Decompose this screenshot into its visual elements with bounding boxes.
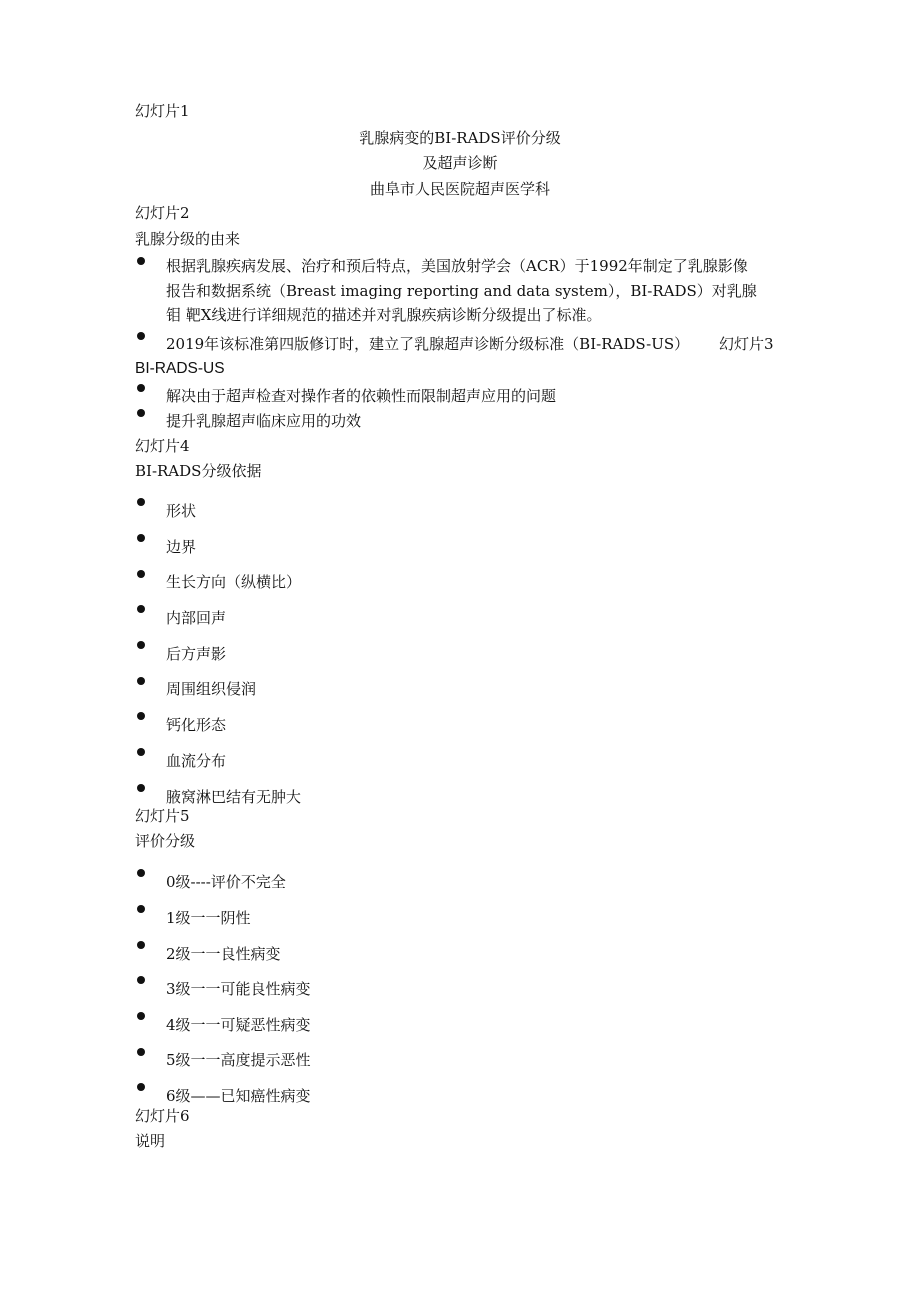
slide3-label: 幻灯片3 <box>719 335 774 353</box>
bullet-icon <box>137 498 145 506</box>
bullet-icon <box>137 1012 145 1020</box>
slide4-item: 腋窝淋巴结有无肿大 <box>166 788 302 806</box>
bullet-icon <box>137 1048 145 1056</box>
slide6-label: 幻灯片6 <box>135 1107 190 1125</box>
slide3-item: 提升乳腺超声临床应用的功效 <box>166 412 362 430</box>
bullet-icon <box>137 905 145 913</box>
bullet-icon <box>137 869 145 877</box>
bullet-icon <box>137 257 145 265</box>
slide1-title-line1: 乳腺病变的BI-RADS评价分级 <box>359 129 561 147</box>
slide4-item: 形状 <box>166 502 197 520</box>
slide5-heading: 评价分级 <box>135 832 196 850</box>
bullet-icon <box>137 641 145 649</box>
slide4-label: 幻灯片4 <box>135 437 190 455</box>
bullet-icon <box>137 409 145 417</box>
slide2-label: 幻灯片2 <box>135 204 190 222</box>
bullet-icon <box>137 332 145 340</box>
bullet-icon <box>137 784 145 792</box>
bullet-icon <box>137 712 145 720</box>
slide5-item: 1级一一阴性 <box>166 909 251 927</box>
bullet-icon <box>137 976 145 984</box>
slide1-label: 幻灯片1 <box>135 102 190 120</box>
bullet-icon <box>137 748 145 756</box>
slide4-item: 边界 <box>166 538 197 556</box>
slide4-item: 内部回声 <box>166 609 227 627</box>
bullet-icon <box>137 534 145 542</box>
bullet-icon <box>137 1083 145 1091</box>
slide1-title-line2: 及超声诊断 <box>422 154 498 172</box>
slide1-title-line3: 曲阜市人民医院超声医学科 <box>369 180 550 198</box>
slide2-bullet2: 2019年该标准第四版修订时，建立了乳腺超声诊断分级标准（BI-RADS-US） <box>166 335 690 353</box>
bullet-icon <box>137 677 145 685</box>
slide4-item: 血流分布 <box>166 752 227 770</box>
slide2-heading: 乳腺分级的由来 <box>135 230 241 248</box>
slide4-item: 钙化形态 <box>166 716 227 734</box>
slide5-item: 5级一一高度提示恶性 <box>166 1051 311 1069</box>
slide5-label: 幻灯片5 <box>135 807 190 825</box>
slide5-item: 4级一一可疑恶性病变 <box>166 1016 311 1034</box>
slide6-heading: 说明 <box>135 1132 166 1150</box>
bullet-icon <box>137 384 145 392</box>
slide2-bullet1-line3: 钼 靶X线进行详细规范的描述并对乳腺疾病诊断分级提出了标准。 <box>166 306 602 324</box>
slide5-item: 2级一一良性病变 <box>166 945 281 963</box>
slide2-bullet1-line1: 根据乳腺疾病发展、治疗和预后特点，美国放射学会（ACR）于1992年制定了乳腺影像 <box>166 257 748 275</box>
slide4-heading: BI-RADS分级依据 <box>135 462 262 480</box>
slide4-item: 周围组织侵润 <box>166 680 257 698</box>
bullet-icon <box>137 941 145 949</box>
bullet-icon <box>137 605 145 613</box>
slide5-item: 3级一一可能良性病变 <box>166 980 311 998</box>
slide3-heading: BI-RADS-US <box>135 360 225 377</box>
slide4-item: 生长方向（纵横比） <box>166 573 302 591</box>
slide2-bullet1-line2: 报告和数据系统（Breast imaging reporting and data system），BI-RADS）对乳腺 <box>166 282 757 300</box>
slide4-item: 后方声影 <box>166 645 227 663</box>
slide5-item: 0级----评价不完全 <box>166 873 286 891</box>
bullet-icon <box>137 570 145 578</box>
slide5-item: 6级——已知癌性病变 <box>166 1087 311 1105</box>
slide3-item: 解决由于超声检查对操作者的依赖性而限制超声应用的问题 <box>166 387 557 405</box>
